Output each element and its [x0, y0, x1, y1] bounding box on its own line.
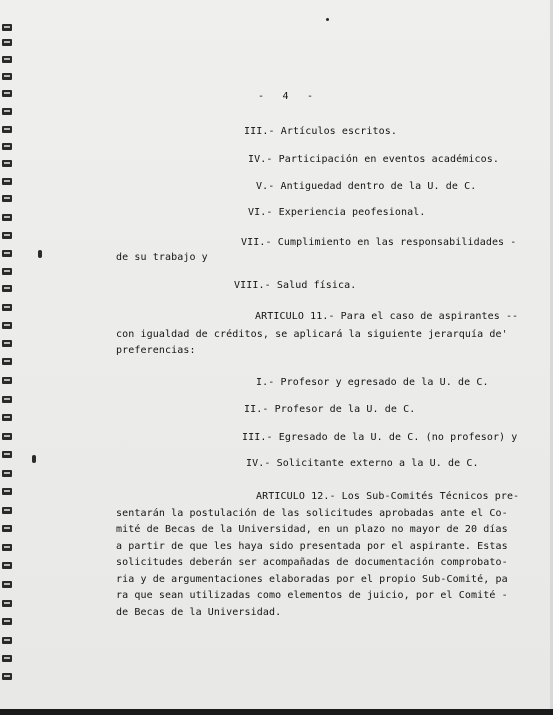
binding-hole [2, 214, 12, 221]
binding-hole [2, 39, 12, 46]
binding-hole [2, 56, 12, 63]
list-item: IV.- Participación en eventos académicos. [248, 154, 499, 165]
binding-hole [2, 268, 12, 275]
binding-hole [2, 178, 12, 185]
binding-hole [2, 73, 12, 80]
article-12-line: ARTICULO 12.- Los Sub-Comités Técnicos pre- [256, 491, 520, 502]
list-item: III.- Artículos escritos. [244, 126, 398, 137]
article-12-line: ra que sean utilizadas como elementos de juicio, por el Comité - [116, 590, 508, 601]
page-number: - 4 - [258, 91, 314, 102]
binding-hole [2, 544, 12, 551]
binding-hole [2, 488, 12, 495]
binding-hole [2, 108, 12, 115]
article-12-line: ria y de argumentaciones elaboradas por el propio Sub-Comité, pa [116, 574, 508, 585]
list-item: VII.- Cumplimiento en las responsabilidades - [241, 237, 517, 248]
binding-hole [2, 143, 12, 150]
article-12-line: de Becas de la Universidad. [116, 607, 282, 618]
binding-hole [2, 507, 12, 514]
binding-hole [2, 396, 12, 403]
binding-hole [2, 581, 12, 588]
binding-hole [2, 304, 12, 311]
binding-hole [2, 160, 12, 167]
ink-spot [38, 250, 42, 258]
article-11-line: preferencias: [116, 345, 196, 356]
preference-item: IV.- Solicitante externo a la U. de C. [246, 458, 479, 469]
binding-hole [2, 470, 12, 477]
article-12-line: mité de Becas de la Universidad, en un plazo no mayor de 20 días [116, 524, 508, 535]
binding-hole [2, 340, 12, 347]
binding-hole [2, 24, 12, 31]
binding-hole [2, 90, 12, 97]
binding-hole [2, 525, 12, 532]
binding-hole [2, 322, 12, 329]
article-11-line: ARTICULO 11.- Para el caso de aspirantes -- [255, 311, 519, 322]
binding-holes [2, 0, 16, 700]
article-12-line: solicitudes deberán ser acompañadas de documentación comprobato- [116, 557, 508, 568]
list-item-continuation: de su trabajo y [116, 252, 208, 263]
binding-hole [2, 451, 12, 458]
binding-hole [2, 655, 12, 662]
list-item: VI.- Experiencia peofesional. [248, 207, 426, 218]
page-bottom-edge [0, 709, 553, 715]
binding-hole [2, 250, 12, 257]
binding-hole [2, 358, 12, 365]
binding-hole [2, 126, 12, 133]
list-item: VIII.- Salud física. [234, 280, 357, 291]
article-12-line: a partir de que les haya sido presentada por el aspirante. Estas [116, 541, 508, 552]
binding-hole [2, 600, 12, 607]
article-12-line: sentarán la postulación de las solicitudes aprobadas ante el Co- [116, 508, 508, 519]
ink-spot [32, 455, 36, 463]
binding-hole [2, 637, 12, 644]
preference-item: II.- Profesor de la U. de C. [244, 404, 416, 415]
binding-hole [2, 618, 12, 625]
list-item: V.- Antiguedad dentro de la U. de C. [256, 181, 477, 192]
binding-hole [2, 414, 12, 421]
article-11-line: con igualdad de créditos, se aplicará la siguiente jerarquía de' [116, 329, 508, 340]
binding-hole [2, 377, 12, 384]
dust-spot [326, 18, 329, 21]
preference-item: III.- Egresado de la U. de C. (no profesor) y [242, 432, 518, 443]
binding-hole [2, 673, 12, 680]
preference-item: I.- Profesor y egresado de la U. de C. [256, 377, 489, 388]
binding-hole [2, 232, 12, 239]
binding-hole [2, 195, 12, 202]
binding-hole [2, 562, 12, 569]
binding-hole [2, 285, 12, 292]
binding-hole [2, 433, 12, 440]
